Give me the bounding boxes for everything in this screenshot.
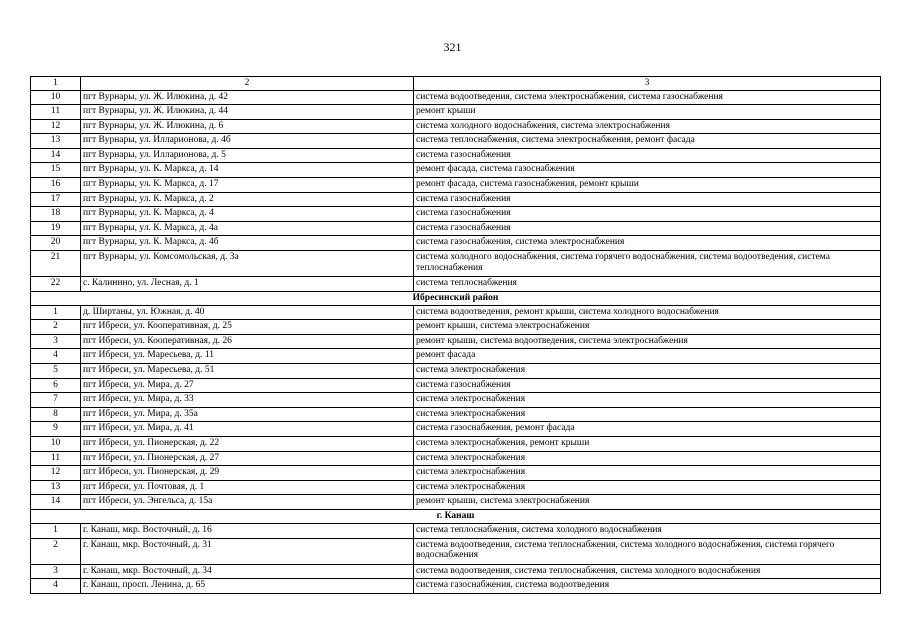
table-row — [31, 451, 881, 466]
row-address: пгт Ибреси, ул. Почтовая, д. 1 — [81, 480, 414, 495]
row-works: система электроснабжения — [414, 364, 881, 379]
row-number: 16 — [31, 178, 81, 193]
row-number: 20 — [31, 236, 81, 251]
row-works: система газоснабжения, система водоотведения — [414, 579, 881, 594]
row-works: ремонт крыши — [414, 105, 881, 120]
row-works: ремонт крыши, система водоотведения, система электроснабжения — [414, 334, 881, 349]
row-address: пгт Ибреси, ул. Кооперативная, д. 25 — [81, 320, 414, 335]
table-row — [31, 579, 881, 594]
row-address: г. Канаш, мкр. Восточный, д. 31 — [81, 538, 414, 564]
row-works: система газоснабжения — [414, 148, 881, 163]
row-address: пгт Ибреси, ул. Мира, д. 33 — [81, 393, 414, 408]
row-number: 1 — [31, 305, 81, 320]
row-works: система водоотведения, ремонт крыши, система холодного водоснабжения — [414, 305, 881, 320]
section-heading-row — [31, 291, 881, 305]
row-address: пгт Ибреси, ул. Маресьева, д. 51 — [81, 364, 414, 379]
table-header-row — [31, 77, 881, 91]
table-row — [31, 407, 881, 422]
row-works: система электроснабжения, ремонт крыши — [414, 436, 881, 451]
row-number: 10 — [31, 90, 81, 105]
row-address: пгт Вурнары, ул. К. Маркса, д. 14 — [81, 163, 414, 178]
row-works: ремонт фасада — [414, 349, 881, 364]
row-address: пгт Вурнары, ул. К. Маркса, д. 4б — [81, 236, 414, 251]
row-works: ремонт крыши, система электроснабжения — [414, 495, 881, 510]
row-number: 3 — [31, 564, 81, 579]
row-number: 2 — [31, 320, 81, 335]
table-row — [31, 305, 881, 320]
section-title: Ибресинский район — [31, 291, 881, 305]
row-works: система газоснабжения — [414, 207, 881, 222]
row-number: 4 — [31, 349, 81, 364]
row-address: пгт Ибреси, ул. Энгельса, д. 15а — [81, 495, 414, 510]
row-works: система газоснабжения, ремонт фасада — [414, 422, 881, 437]
row-works: система электроснабжения — [414, 451, 881, 466]
table-row — [31, 148, 881, 163]
row-address: пгт Вурнары, ул. К. Маркса, д. 4а — [81, 221, 414, 236]
table-row — [31, 480, 881, 495]
row-works: система холодного водоснабжения, система электроснабжения — [414, 119, 881, 134]
row-works: система водоотведения, система теплоснабжения, система холодного водоснабжения, система горячего водоснабжения — [414, 538, 881, 564]
row-number: 14 — [31, 495, 81, 510]
row-address: пгт Ибреси, ул. Мира, д. 35а — [81, 407, 414, 422]
row-number: 22 — [31, 277, 81, 292]
row-number: 13 — [31, 480, 81, 495]
table-row — [31, 163, 881, 178]
page-number: 321 — [443, 40, 462, 54]
row-address: пгт Ибреси, ул. Мира, д. 27 — [81, 378, 414, 393]
row-works: система электроснабжения — [414, 407, 881, 422]
row-address: пгт Вурнары, ул. Ж. Илюкина, д. 42 — [81, 90, 414, 105]
repair-table — [30, 76, 881, 594]
row-address: пгт Ибреси, ул. Маресьева, д. 11 — [81, 349, 414, 364]
row-works: система газоснабжения — [414, 378, 881, 393]
row-address: пгт Ибреси, ул. Кооперативная, д. 26 — [81, 334, 414, 349]
row-address: г. Канаш, просп. Ленина, д. 65 — [81, 579, 414, 594]
table-row — [31, 192, 881, 207]
row-address: д. Ширтаны, ул. Южная, д. 40 — [81, 305, 414, 320]
row-number: 11 — [31, 105, 81, 120]
row-works: система газоснабжения — [414, 192, 881, 207]
row-address: пгт Вурнары, ул. К. Маркса, д. 2 — [81, 192, 414, 207]
row-number: 4 — [31, 579, 81, 594]
table-row — [31, 178, 881, 193]
row-works: ремонт фасада, система газоснабжения — [414, 163, 881, 178]
row-works: ремонт фасада, система газоснабжения, ремонт крыши — [414, 178, 881, 193]
row-number: 1 — [31, 523, 81, 538]
row-number: 14 — [31, 148, 81, 163]
section-title: г. Канаш — [31, 509, 881, 523]
row-works: ремонт крыши, система электроснабжения — [414, 320, 881, 335]
row-address: пгт Вурнары, ул. Комсомольская, д. 3а — [81, 251, 414, 277]
table-row — [31, 349, 881, 364]
table-row — [31, 105, 881, 120]
table-row — [31, 564, 881, 579]
table-row — [31, 364, 881, 379]
header-col-3: 3 — [414, 77, 881, 91]
table-body — [31, 77, 881, 594]
row-address: пгт Вурнары, ул. Илларионова, д. 5 — [81, 148, 414, 163]
table-row — [31, 538, 881, 564]
row-number: 5 — [31, 364, 81, 379]
row-works: система газоснабжения, система электроснабжения — [414, 236, 881, 251]
row-address: пгт Ибреси, ул. Пионерская, д. 29 — [81, 466, 414, 481]
section-heading-row — [31, 509, 881, 523]
row-number: 12 — [31, 119, 81, 134]
row-number: 9 — [31, 422, 81, 437]
row-works: система водоотведения, система теплоснабжения, система холодного водоснабжения — [414, 564, 881, 579]
table-row — [31, 320, 881, 335]
header-col-1: 1 — [31, 77, 81, 91]
row-number: 3 — [31, 334, 81, 349]
row-number: 8 — [31, 407, 81, 422]
row-number: 18 — [31, 207, 81, 222]
table-row — [31, 523, 881, 538]
row-address: г. Канаш, мкр. Восточный, д. 34 — [81, 564, 414, 579]
row-works: система электроснабжения — [414, 393, 881, 408]
row-works: система электроснабжения — [414, 466, 881, 481]
row-number: 10 — [31, 436, 81, 451]
table-row — [31, 393, 881, 408]
header-col-2: 2 — [81, 77, 414, 91]
table-row — [31, 378, 881, 393]
row-number: 7 — [31, 393, 81, 408]
row-address: пгт Вурнары, ул. Ж. Илюкина, д. 6 — [81, 119, 414, 134]
row-number: 17 — [31, 192, 81, 207]
table-row — [31, 334, 881, 349]
table-row — [31, 236, 881, 251]
row-address: пгт Ибреси, ул. Пионерская, д. 27 — [81, 451, 414, 466]
row-number: 2 — [31, 538, 81, 564]
table-row — [31, 495, 881, 510]
row-works: система электроснабжения — [414, 480, 881, 495]
row-works: система газоснабжения — [414, 221, 881, 236]
row-address: г. Канаш, мкр. Восточный, д. 16 — [81, 523, 414, 538]
row-number: 11 — [31, 451, 81, 466]
row-address: пгт Ибреси, ул. Мира, д. 41 — [81, 422, 414, 437]
table-row — [31, 436, 881, 451]
row-address: с. Калинино, ул. Лесная, д. 1 — [81, 277, 414, 292]
row-address: пгт Вурнары, ул. К. Маркса, д. 17 — [81, 178, 414, 193]
table-row — [31, 422, 881, 437]
table-row — [31, 221, 881, 236]
row-works: система теплоснабжения, система электроснабжения, ремонт фасада — [414, 134, 881, 149]
row-number: 21 — [31, 251, 81, 277]
row-number: 15 — [31, 163, 81, 178]
table-row — [31, 207, 881, 222]
row-works: система теплоснабжения, система холодного водоснабжения — [414, 523, 881, 538]
row-number: 13 — [31, 134, 81, 149]
row-number: 6 — [31, 378, 81, 393]
table-row — [31, 90, 881, 105]
row-number: 19 — [31, 221, 81, 236]
row-number: 12 — [31, 466, 81, 481]
table-row — [31, 466, 881, 481]
table-row — [31, 134, 881, 149]
row-address: пгт Вурнары, ул. К. Маркса, д. 4 — [81, 207, 414, 222]
row-address: пгт Ибреси, ул. Пионерская, д. 22 — [81, 436, 414, 451]
row-address: пгт Вурнары, ул. Илларионова, д. 4б — [81, 134, 414, 149]
row-address: пгт Вурнары, ул. Ж. Илюкина, д. 44 — [81, 105, 414, 120]
row-works: система водоотведения, система электроснабжения, система газоснабжения — [414, 90, 881, 105]
table-row — [31, 277, 881, 292]
table-row — [31, 251, 881, 277]
table-row — [31, 119, 881, 134]
row-works: система теплоснабжения — [414, 277, 881, 292]
row-works: система холодного водоснабжения, система горячего водоснабжения, система водоотведения, система теплоснабжения — [414, 251, 881, 277]
